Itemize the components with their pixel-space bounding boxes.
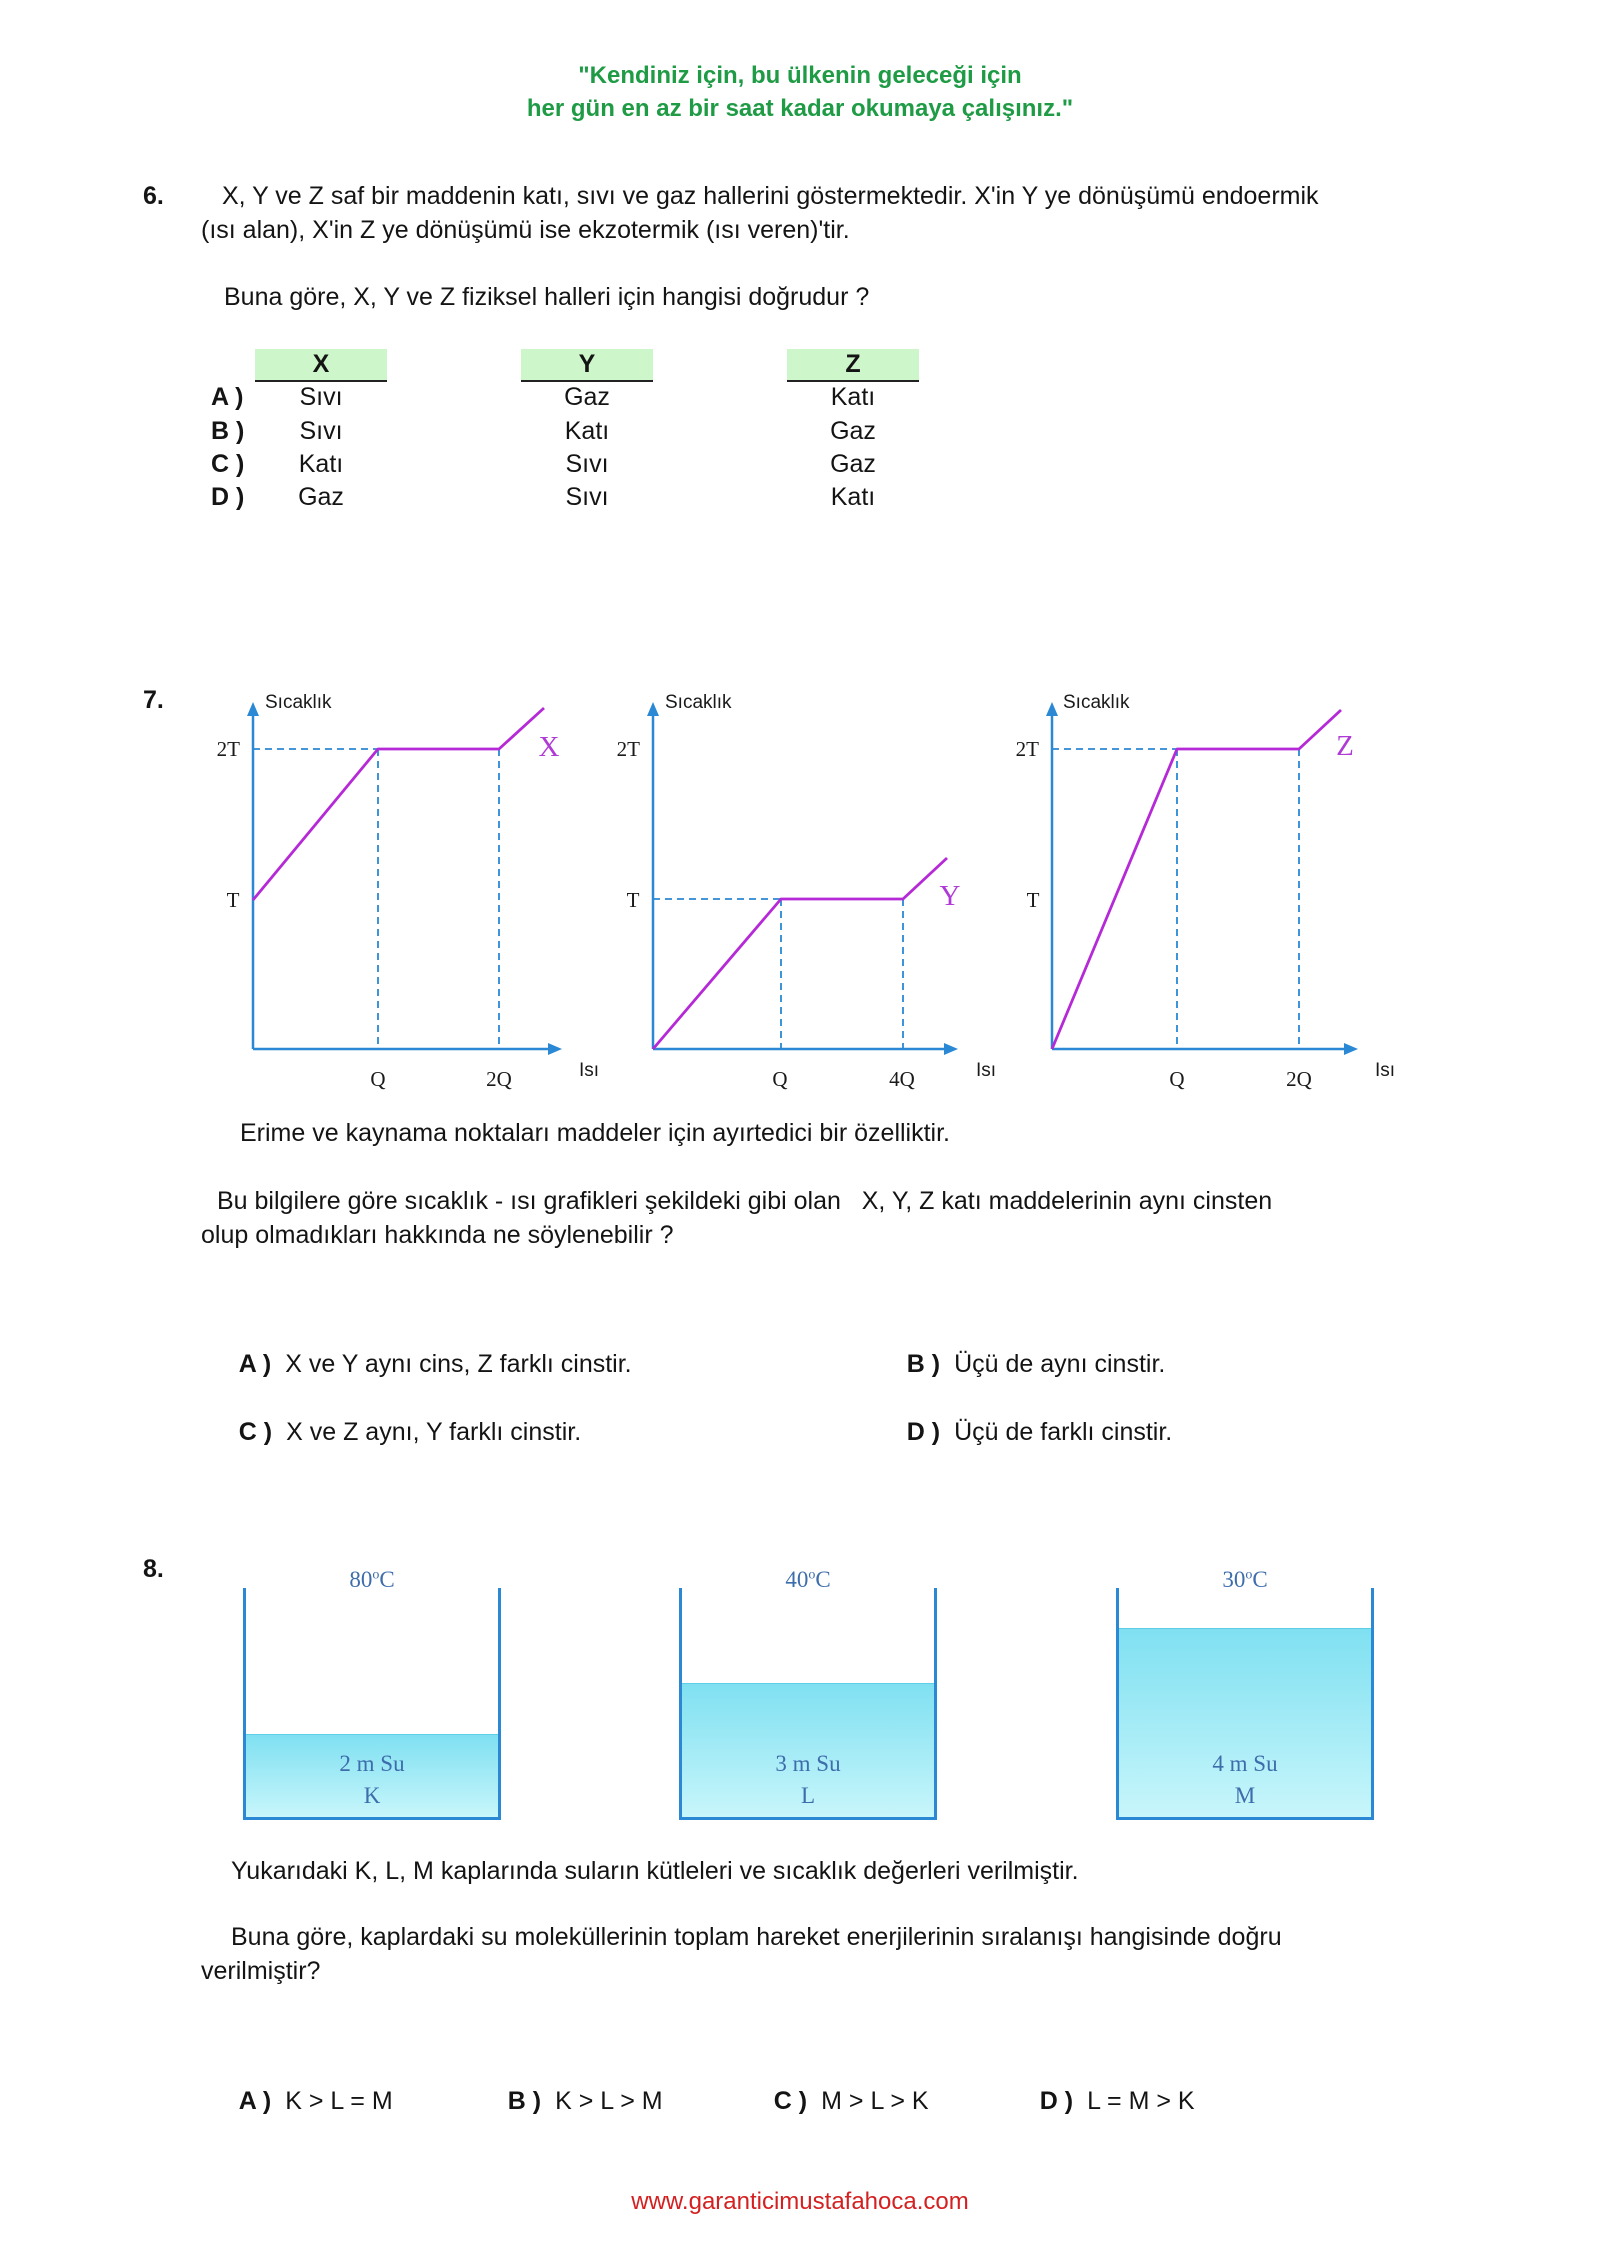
quote-line-2: her gün en az bir saat kadar okumaya çalışınız."	[526, 95, 1074, 122]
beaker-label: M	[1234, 1783, 1256, 1808]
series-label-z: Z	[1336, 730, 1354, 762]
y-axis-arrow	[1046, 702, 1058, 716]
temperature-heat-graph-x	[200, 680, 620, 1110]
temperature-heat-graph-z	[1000, 680, 1420, 1110]
y-tick-2t: 2T	[1015, 737, 1039, 761]
option-label: A )	[238, 1350, 272, 1378]
question-7-number: 7.	[143, 686, 164, 714]
table-cell: Gaz	[830, 417, 876, 445]
beaker-water-mass: 4 m Su	[1212, 1751, 1278, 1776]
question-6-number: 6.	[143, 182, 164, 210]
y-axis-arrow	[247, 702, 259, 716]
x-axis-arrow	[944, 1043, 958, 1055]
footer-url: www.garanticimustafahoca.com	[631, 2188, 969, 2215]
table-cell: Sıvı	[565, 483, 609, 511]
heating-curve-z	[1052, 710, 1341, 1049]
question-6-text-line-1: X, Y ve Z saf bir maddenin katı, sıvı ve gaz hallerini göstermektedir. X'in Y ye dönüşümü endoermik	[222, 182, 1319, 210]
question-8-number: 8.	[143, 1555, 164, 1583]
table-cell: Katı	[298, 450, 344, 478]
question-6-text-line-2: (ısı alan), X'in Z ye dönüşümü ise ekzotermik (ısı veren)'tir.	[201, 216, 850, 244]
beaker-m	[1116, 1567, 1374, 1820]
option-label: C )	[238, 1418, 273, 1446]
table-header-y: Y	[521, 349, 653, 382]
table-cell: Gaz	[830, 450, 876, 478]
option-label: A )	[238, 2087, 272, 2115]
question-7-statement: Erime ve kaynama noktaları maddeler için ayırtedici bir özelliktir.	[240, 1119, 950, 1147]
y-tick-2t: 2T	[616, 737, 640, 761]
option-label: D )	[906, 1418, 941, 1446]
y-tick-t: T	[1026, 888, 1040, 912]
question-8-option-c	[746, 2056, 929, 2146]
table-cell: Sıvı	[299, 417, 343, 445]
question-8-option-b	[480, 2056, 663, 2146]
y-tick-t: T	[226, 888, 240, 912]
beaker-temperature: 40$^o$C	[785, 1567, 831, 1592]
option-text: M > L > K	[821, 2087, 929, 2115]
x-tick-q: Q	[772, 1067, 788, 1091]
y-axis-label: Sıcaklık	[265, 692, 332, 713]
x-tick-q: Q	[1169, 1067, 1185, 1091]
heating-curve-x	[253, 708, 544, 900]
beaker-k	[243, 1567, 501, 1820]
x-tick-4q: 4Q	[889, 1067, 915, 1091]
row-label-b: B )	[211, 417, 245, 445]
option-label: D )	[1039, 2087, 1074, 2115]
y-tick-2t: 2T	[216, 737, 240, 761]
option-text: X ve Y aynı cins, Z farklı cinstir.	[285, 1350, 632, 1378]
x-axis-arrow	[548, 1043, 562, 1055]
x-tick-2q: 2Q	[486, 1067, 512, 1091]
option-label: B )	[906, 1350, 941, 1378]
option-text: L = M > K	[1087, 2087, 1195, 2115]
question-8-option-a	[211, 2056, 393, 2146]
question-7-text-line-1: Bu bilgilere göre sıcaklık - ısı grafikleri şekildeki gibi olan X, Y, Z katı maddelerinin aynı cinsten	[217, 1187, 1273, 1215]
option-text: K > L > M	[555, 2087, 663, 2115]
question-8-text-line-1: Buna göre, kaplardaki su moleküllerinin toplam hareket enerjilerinin sıralanışı hangisinde doğru	[231, 1923, 1282, 1951]
question-7-option-d	[879, 1387, 1172, 1477]
table-cell: Katı	[830, 483, 876, 511]
row-label-c: C )	[211, 450, 245, 478]
table-cell: Sıvı	[299, 383, 343, 411]
question-7-option-c	[211, 1387, 581, 1477]
beaker-temperature: 30$^o$C	[1222, 1567, 1268, 1592]
option-text: X ve Z aynı, Y farklı cinstir.	[286, 1418, 582, 1446]
y-axis-label: Sıcaklık	[665, 692, 732, 713]
table-cell: Gaz	[564, 383, 610, 411]
table-cell: Gaz	[298, 483, 344, 511]
x-tick-q: Q	[370, 1067, 386, 1091]
question-7-text-line-2: olup olmadıkları hakkında ne söylenebilir ?	[201, 1221, 674, 1249]
y-tick-t: T	[626, 888, 640, 912]
row-label-d: D )	[211, 483, 245, 511]
y-axis-arrow	[647, 702, 659, 716]
series-label-x: X	[538, 731, 560, 763]
question-6-prompt: Buna göre, X, Y ve Z fiziksel halleri için hangisi doğrudur ?	[224, 283, 870, 311]
x-axis-arrow	[1344, 1043, 1358, 1055]
question-8-statement: Yukarıdaki K, L, M kaplarında suların kütleleri ve sıcaklık değerleri verilmiştir.	[231, 1857, 1079, 1885]
row-label-a: A )	[211, 383, 244, 411]
option-text: K > L = M	[285, 2087, 393, 2115]
question-8-text-line-2: verilmiştir?	[201, 1957, 321, 1985]
x-axis-label: Isı	[1375, 1060, 1396, 1081]
x-tick-2q: 2Q	[1286, 1067, 1312, 1091]
table-cell: Sıvı	[565, 450, 609, 478]
series-label-y: Y	[939, 880, 961, 912]
option-label: C )	[773, 2087, 808, 2115]
quote-line-1: "Kendiniz için, bu ülkenin geleceği için	[578, 62, 1022, 89]
temperature-heat-graph-y	[600, 680, 1020, 1110]
beaker-l	[679, 1567, 937, 1820]
y-axis-label: Sıcaklık	[1063, 692, 1130, 713]
beaker-label: K	[363, 1783, 381, 1808]
table-cell: Katı	[830, 383, 876, 411]
beaker-temperature: 80$^o$C	[349, 1567, 395, 1592]
x-axis-label: Isı	[579, 1060, 600, 1081]
option-text: Üçü de aynı cinstir.	[954, 1350, 1166, 1378]
option-text: Üçü de farklı cinstir.	[954, 1418, 1173, 1446]
table-cell: Katı	[564, 417, 610, 445]
beaker-water-mass: 3 m Su	[775, 1751, 841, 1776]
beaker-water-mass: 2 m Su	[339, 1751, 405, 1776]
option-label: B )	[507, 2087, 542, 2115]
x-axis-label: Isı	[976, 1060, 997, 1081]
question-8-option-d	[1012, 2056, 1195, 2146]
beaker-label: L	[800, 1783, 816, 1808]
table-header-x: X	[255, 349, 387, 382]
table-header-z: Z	[787, 349, 919, 382]
